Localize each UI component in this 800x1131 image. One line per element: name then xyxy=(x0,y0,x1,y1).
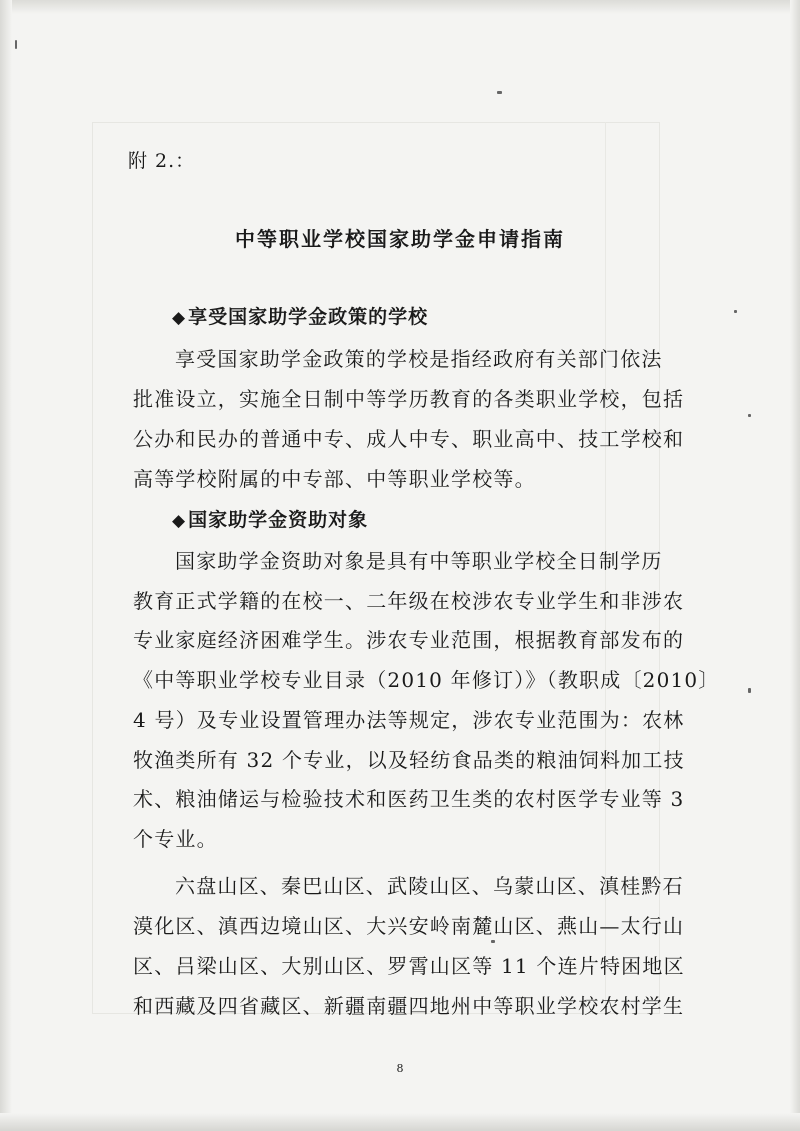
scan-edge-left xyxy=(0,0,12,1131)
text-line: 高等学校附属的中专部、中等职业学校等。 xyxy=(133,467,536,491)
text-line: 术、粮油储运与检验技术和医药卫生类的农村医学专业等 3 xyxy=(133,787,685,811)
scan-speck xyxy=(748,414,751,417)
diamond-bullet-icon: ◆ xyxy=(172,308,187,328)
text-line: 区、吕梁山区、大别山区、罗霄山区等 11 个连片特困地区 xyxy=(133,954,685,978)
text-line: 教育正式学籍的在校一、二年级在校涉农专业学生和非涉农 xyxy=(133,589,685,613)
text-line: 六盘山区、秦巴山区、武陵山区、乌蒙山区、滇桂黔石 xyxy=(175,874,684,898)
section-heading-funding-recipients xyxy=(172,505,368,532)
text-line: 个专业。 xyxy=(133,827,218,851)
document-title: 中等职业学校国家助学金申请指南 xyxy=(235,227,565,251)
text-line: 牧渔类所有 32 个专业，以及轻纺食品类的粮油饲料加工技 xyxy=(133,748,685,772)
text-line: 批准设立，实施全日制中等学历教育的各类职业学校，包括 xyxy=(133,387,685,411)
scan-speck xyxy=(491,940,495,943)
text-line: 享受国家助学金政策的学校是指经政府有关部门依法 xyxy=(175,347,663,371)
section-heading-eligible-schools xyxy=(172,302,428,329)
attachment-label: 附 2.： xyxy=(128,150,196,172)
text-line: 国家助学金资助对象是具有中等职业学校全日制学历 xyxy=(175,549,663,573)
scan-edge-top xyxy=(0,0,800,14)
text-line: 专业家庭经济困难学生。涉农专业范围，根据教育部发布的 xyxy=(133,628,685,652)
scan-edge-right xyxy=(790,0,800,1131)
text-line: 漠化区、滇西边境山区、大兴安岭南麓山区、燕山—太行山 xyxy=(133,914,685,938)
text-line: 公办和民办的普通中专、成人中专、职业高中、技工学校和 xyxy=(133,427,685,451)
text-line: 和西藏及四省藏区、新疆南疆四地州中等职业学校农村学生 xyxy=(133,994,685,1018)
heading-text: 享受国家助学金政策的学校 xyxy=(188,306,429,328)
scan-edge-bottom xyxy=(0,1113,800,1131)
heading-text: 国家助学金资助对象 xyxy=(188,509,369,531)
text-line: 4 号）及专业设置管理办法等规定，涉农专业范围为：农林 xyxy=(133,708,685,732)
diamond-bullet-icon: ◆ xyxy=(172,511,187,531)
scan-speck xyxy=(748,688,751,693)
scan-speck xyxy=(734,310,737,313)
scan-speck xyxy=(497,91,502,94)
scan-speck xyxy=(15,40,17,49)
text-line: 《中等职业学校专业目录（2010 年修订）》（教职成〔2010〕 xyxy=(133,668,720,692)
page-number: 8 xyxy=(396,1062,404,1075)
